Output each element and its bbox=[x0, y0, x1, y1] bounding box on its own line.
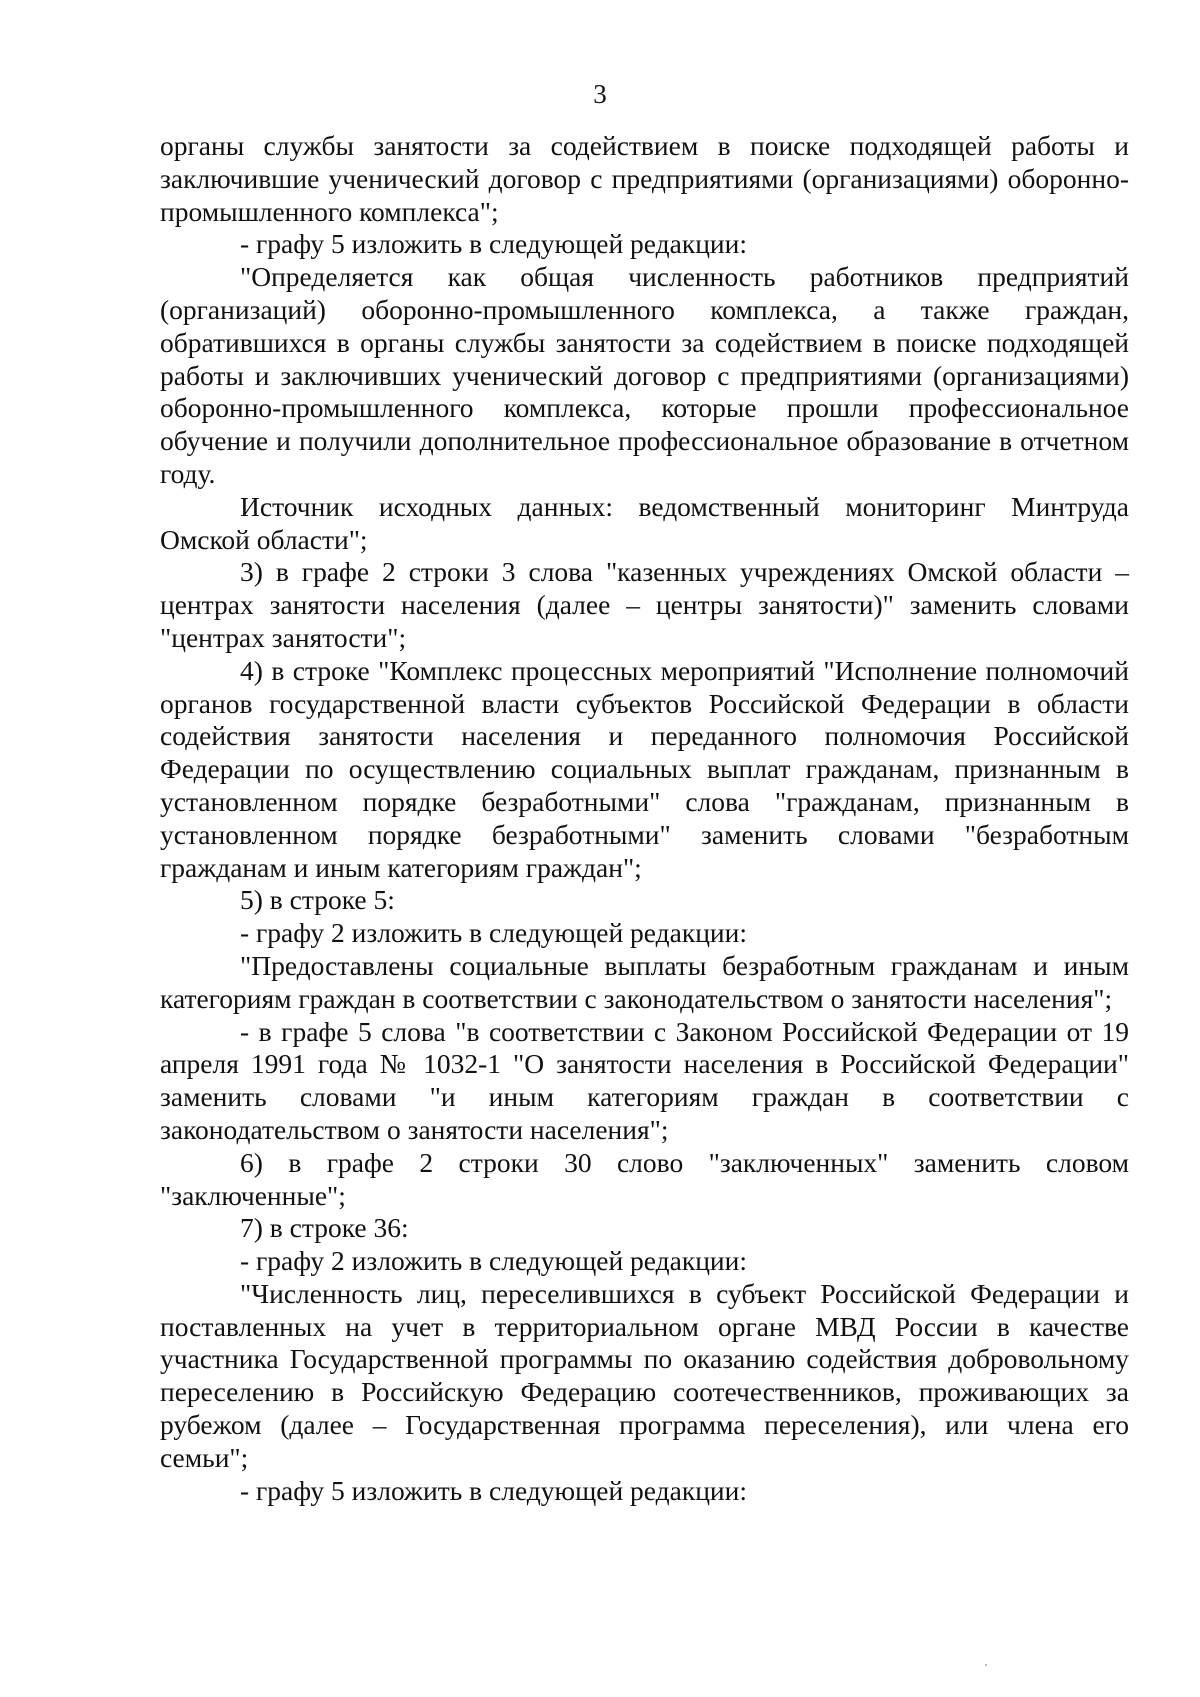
scan-speck bbox=[985, 1664, 987, 1666]
document-body bbox=[160, 130, 1129, 1507]
paragraph-item-7-column2-instruction: - графу 2 изложить в следующей редакции: bbox=[240, 1245, 748, 1277]
paragraph-item-3: 3) в графе 2 строки 3 слова "казенных учреждениях Омской области – центрах занятости населения (далее – центры занятости)" заменить словами "центрах занятости"; bbox=[160, 556, 1129, 653]
paragraph-data-source: Источник исходных данных: ведомственный мониторинг Минтруда Омской области"; bbox=[160, 490, 1129, 555]
paragraph-item-6: 6) в графе 2 строки 30 слово "заключенных" заменить словом "заключенные"; bbox=[160, 1146, 1129, 1211]
paragraph-column5-instruction: - графу 5 изложить в следующей редакции: bbox=[240, 228, 748, 260]
paragraph-column5-definition: "Определяется как общая численность работников предприятий (организаций) оборонно-промышленного комплекса, а также граждан, обратившихся в органы службы занятости за содействием в поиске подходящей работы и заключивших ученический договор с предприятиями (организациями) оборонно-промышленного комплекса, которые прошли профессиональное обучение и получили дополнительное профессиональное образование в отчетном году. bbox=[160, 261, 1129, 489]
paragraph-item-5: 5) в строке 5: bbox=[240, 884, 395, 916]
paragraph-item-7-column5-instruction: - графу 5 изложить в следующей редакции: bbox=[240, 1474, 748, 1506]
paragraph-item-4: 4) в строке "Комплекс процессных мероприятий "Исполнение полномочий органов государственной власти субъектов Российской Федерации в области содействия занятости населения и переданного полномочия Российской Федерации по осуществлению социальных выплат гражданам, признанным в установленном порядке безработными" слова "гражданам, признанным в установленном порядке безработными" заменить словами "безработным гражданам и иным категориям граждан"; bbox=[160, 654, 1129, 883]
paragraph-item-5-column5-change: - в графе 5 слова "в соответствии с Законом Российской Федерации от 19 апреля 1991 года № 1032-1 "О занятости населения в Российской Федерации" заменить словами "и иным категориям граждан в соответствии с законодательством о занятости населения"; bbox=[160, 1015, 1129, 1145]
page-number: 3 bbox=[593, 79, 607, 109]
paragraph-item-7-column2-text: "Численность лиц, переселившихся в субъект Российской Федерации и поставленных на учет в территориальном органе МВД России в качестве участника Государственной программы по оказанию содействия добровольному переселению в Российскую Федерацию соотечественников, проживающих за рубежом (далее – Государственная программа переселения), или члена его семьи"; bbox=[160, 1277, 1129, 1473]
paragraph-item-5-column2-text: "Предоставлены социальные выплаты безработным гражданам и иным категориям граждан в соответствии с законодательством о занятости населения"; bbox=[160, 949, 1129, 1014]
paragraph-item-7: 7) в строке 36: bbox=[240, 1212, 409, 1244]
paragraph-item-5-column2-instruction: - графу 2 изложить в следующей редакции: bbox=[240, 917, 748, 949]
paragraph-continuation: органы службы занятости за содействием в поиске подходящей работы и заключившие ученический договор с предприятиями (организациями) оборонно-промышленного комплекса"; bbox=[160, 130, 1129, 227]
